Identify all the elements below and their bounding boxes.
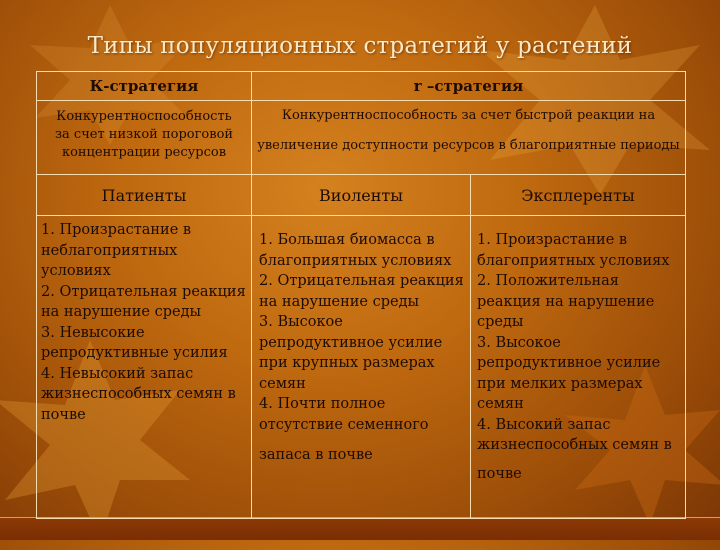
trait-item: 4. Высокий запас жизнеспособных семян в	[477, 416, 672, 453]
r-strategy-description-line1: Конкурентноспособность за счет быстрой реакции на	[281, 108, 656, 123]
slide-title: Типы популяционных стратегий у растений	[87, 33, 633, 59]
strategy-table	[36, 71, 686, 519]
trait-item: 1. Произрастание в неблагоприятных условиях	[41, 222, 192, 279]
bottom-decorative-band	[0, 517, 720, 540]
trait-item: 4. Почти полное отсутствие семенного	[259, 396, 429, 433]
table-row-divider	[37, 215, 685, 216]
violents-traits	[259, 230, 467, 466]
patients-traits	[41, 220, 247, 425]
trait-item: 2. Отрицательная реакция на нарушение среды	[259, 273, 464, 310]
trait-item: 3. Высокое репродуктивное усилие при мелких размерах семян	[477, 334, 661, 412]
explerents-traits	[477, 230, 681, 484]
trait-item: 2. Отрицательная реакция на нарушение среды	[41, 283, 246, 320]
type-header-explerents: Эксплеренты	[521, 186, 635, 205]
trait-item: 1. Произрастание в благоприятных условиях	[477, 232, 670, 269]
trait-item: 3. Высокое репродуктивное усилие при крупных размерах семян	[259, 314, 443, 392]
table-row-divider	[37, 174, 685, 175]
trait-item: 2. Положительная реакция на нарушение среды	[477, 273, 655, 330]
trait-item: 3. Невысокие репродуктивные усилия	[41, 324, 228, 361]
r-strategy-description-line2: увеличение доступности ресурсов в благоприятные периоды	[257, 138, 680, 153]
k-strategy-description: Конкурентноспособность за счет низкой пороговой концентрации ресурсов	[54, 109, 234, 160]
table-row-divider	[37, 100, 685, 101]
type-header-patients: Патиенты	[101, 186, 187, 205]
type-header-violents: Виоленты	[319, 186, 403, 205]
trait-item: запаса в почве	[259, 447, 373, 463]
k-strategy-header: К-стратегия	[89, 77, 199, 95]
trait-item: 1. Большая биомасса в благоприятных условиях	[259, 232, 452, 269]
r-strategy-header: r –стратегия	[413, 77, 524, 95]
table-column-divider	[470, 174, 471, 518]
trait-item: 4. Невысокий запас жизнеспособных семян в почве	[41, 365, 236, 423]
trait-item: почве	[477, 465, 522, 482]
